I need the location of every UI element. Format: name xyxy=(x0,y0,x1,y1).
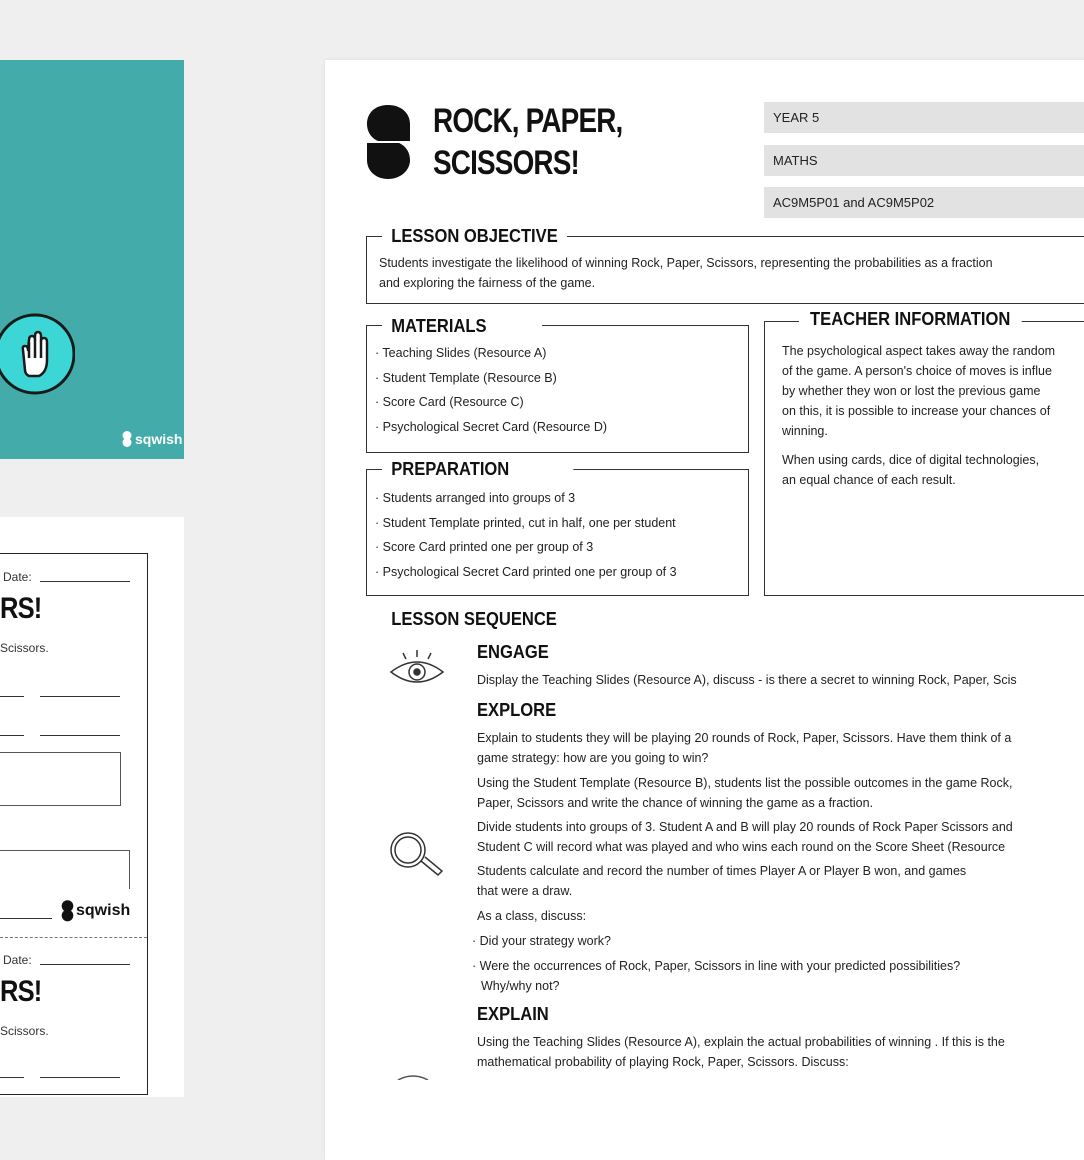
explore-line: Explain to students they will be playing 20 rounds of Rock, Paper, Scissors. Have them think of a xyxy=(477,731,1012,745)
lesson-title xyxy=(433,100,622,184)
worksheet-title: RS! xyxy=(0,592,42,625)
lesson-title-line2: SCISSORS! xyxy=(433,144,579,182)
preparation-item: · Students arranged into groups of 3 xyxy=(375,491,576,505)
materials-list xyxy=(375,341,607,440)
explore-line: Divide students into groups of 3. Student A and B will play 20 rounds of Rock Paper Scissors and xyxy=(477,820,1013,834)
explore-heading: EXPLORE xyxy=(477,700,557,720)
lesson-title-line1: ROCK, PAPER, xyxy=(433,102,623,140)
explain-line: Using the Teaching Slides (Resource A), explain the actual probabilities of winning . If this is the xyxy=(477,1035,1005,1049)
engage-text: Display the Teaching Slides (Resource A), discuss - is there a secret to winning Rock, Paper, Scis xyxy=(477,673,1017,687)
materials-item: · Student Template (Resource B) xyxy=(375,370,557,385)
materials-item: · Score Card (Resource C) xyxy=(375,395,524,410)
answer-line xyxy=(40,696,120,697)
teacher-info-line: of the game. A person's choice of moves is influe xyxy=(782,364,1052,378)
answer-line xyxy=(0,696,24,697)
lesson-sequence-heading: LESSON SEQUENCE xyxy=(382,609,566,630)
explore-line: · Were the occurrences of Rock, Paper, Scissors in line with your predicted possibilities? xyxy=(472,959,961,973)
preparation-list xyxy=(375,486,677,585)
teacher-info-line: The psychological aspect takes away the random xyxy=(782,344,1056,358)
teacher-information-heading: TEACHER INFORMATION xyxy=(799,309,1021,330)
sqwish-logo-text: sqwish xyxy=(76,902,131,919)
worksheet-frame xyxy=(0,553,148,1095)
subject-tag: MATHS xyxy=(764,145,1084,176)
sqwish-mark-icon xyxy=(121,431,133,447)
worksheet-title: RS! xyxy=(0,975,42,1008)
preparation-item: · Psychological Secret Card printed one per group of 3 xyxy=(375,565,677,580)
answer-box xyxy=(0,752,121,806)
year-tag: YEAR 5 xyxy=(764,102,1084,133)
cut-line xyxy=(0,937,147,938)
teacher-info-line: winning. xyxy=(782,424,828,438)
explore-line: Why/why not? xyxy=(481,979,560,993)
lesson-objective-heading: LESSON OBJECTIVE xyxy=(382,226,567,247)
explore-line: Student C will record what was played and who wins each round on the Score Sheet (Resource xyxy=(477,840,1006,854)
explore-line: game strategy: how are you going to win? xyxy=(477,751,709,765)
materials-heading: MATERIALS xyxy=(382,316,542,337)
explore-line: · Did your strategy work? xyxy=(472,934,611,948)
curriculum-code-tag: AC9M5P01 and AC9M5P02 xyxy=(764,187,1084,218)
raised-hand-icon xyxy=(0,310,75,398)
answer-line xyxy=(40,735,120,736)
explore-line: Paper, Scissors and write the chance of winning the game as a fraction. xyxy=(477,796,874,810)
explore-line: As a class, discuss: xyxy=(477,909,587,923)
magnifying-glass-icon xyxy=(388,830,448,878)
explore-line: that were a draw. xyxy=(477,884,573,898)
worksheet-brand-logo xyxy=(61,900,130,922)
explore-line: Using the Student Template (Resource B), students list the possible outcomes in the game Rock, xyxy=(477,776,1013,790)
answer-line xyxy=(0,918,52,919)
explain-line: mathematical probability of playing Rock, Paper, Scissors. Discuss: xyxy=(477,1055,849,1069)
preparation-item: · Score Card printed one per group of 3 xyxy=(375,540,594,555)
teacher-info-line: an equal chance of each result. xyxy=(782,473,956,487)
worksheet-date-label: Date: xyxy=(3,953,32,967)
worksheet-date-label: Date: xyxy=(3,570,32,584)
materials-item: · Psychological Secret Card (Resource D) xyxy=(375,420,608,435)
teacher-info-line: When using cards, dice of digital technologies, xyxy=(782,453,1040,467)
explore-line: Students calculate and record the number of times Player A or Player B won, and games xyxy=(477,864,967,878)
sqwish-mark-icon xyxy=(61,900,74,922)
preparation-heading: PREPARATION xyxy=(382,459,574,480)
materials-item: · Teaching Slides (Resource A) xyxy=(375,346,547,360)
eye-icon xyxy=(389,648,445,692)
answer-line xyxy=(40,1077,120,1078)
answer-box xyxy=(0,850,130,889)
teacher-info-line: on this, it is possible to increase your chances of xyxy=(782,404,1051,418)
sqwish-logo-icon xyxy=(366,104,411,180)
lesson-objective-text: Students investigate the likelihood of winning Rock, Paper, Scissors, representing the probabilities as a fraction xyxy=(379,256,993,270)
teacher-information-text xyxy=(782,341,1055,490)
preparation-item: · Student Template printed, cut in half, one per student xyxy=(375,515,676,530)
answer-line xyxy=(0,735,24,736)
worksheet-subtitle: Scissors. xyxy=(0,1024,49,1038)
worksheet-subtitle: Scissors. xyxy=(0,641,49,655)
cover-card xyxy=(0,60,184,459)
teacher-info-line: by whether they won or lost the previous game xyxy=(782,384,1041,398)
sqwish-logo-text: sqwish xyxy=(135,431,183,447)
lesson-objective-text: and exploring the fairness of the game. xyxy=(379,276,596,290)
answer-line xyxy=(0,1077,24,1078)
sqwish-logo xyxy=(121,431,182,447)
explain-heading: EXPLAIN xyxy=(477,1004,549,1024)
explain-icon xyxy=(396,1074,430,1080)
engage-heading: ENGAGE xyxy=(477,642,549,662)
date-line xyxy=(40,964,130,965)
date-line xyxy=(40,581,130,582)
